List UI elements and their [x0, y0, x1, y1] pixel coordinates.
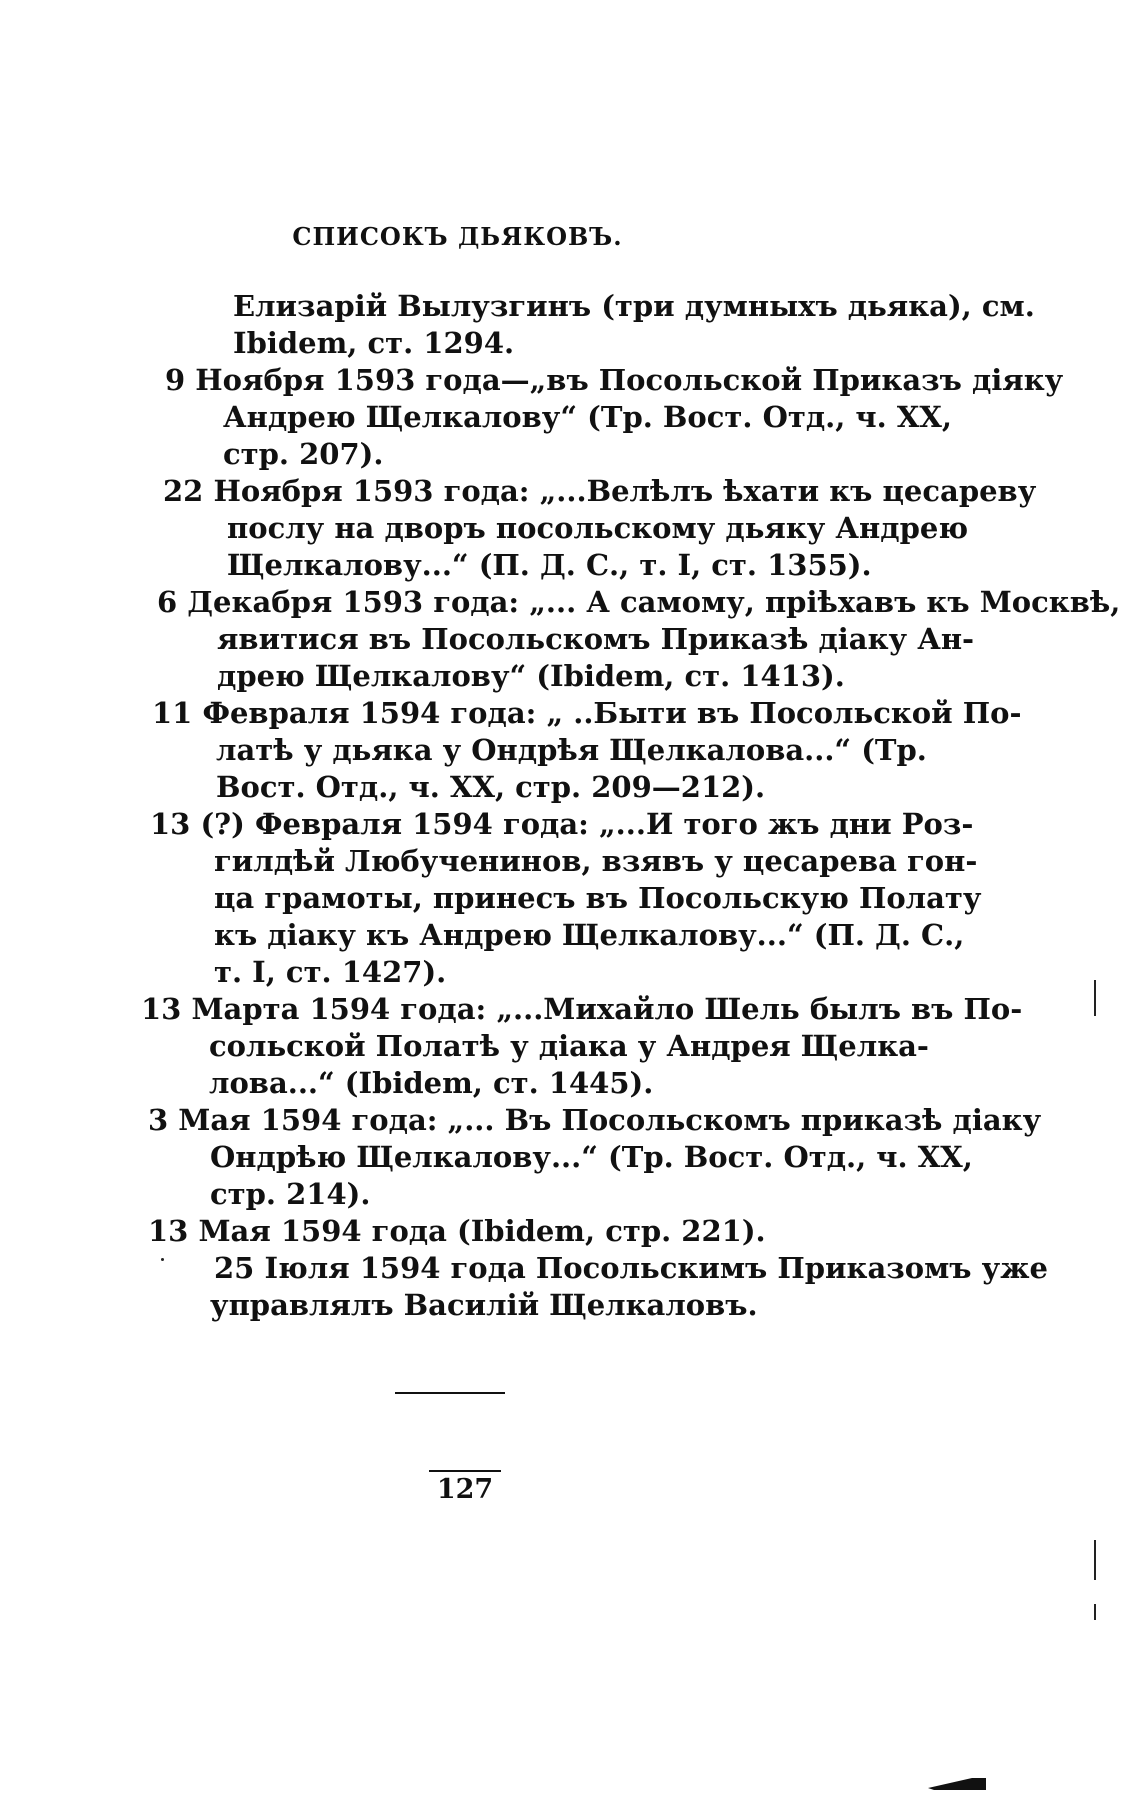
entry-line: дрею Щелкалову“ (Ibidem, ст. 1413). — [217, 659, 845, 693]
entry-line: Ibidem, ст. 1294. — [233, 326, 515, 360]
entry-9 — [148, 1213, 868, 1250]
entry-line: лова...“ (Ibidem, ст. 1445). — [209, 1066, 654, 1100]
entry-line: стр. 214). — [210, 1177, 371, 1211]
entry-1 — [233, 288, 1035, 362]
entry-7 — [141, 991, 1023, 1102]
entry-3 — [163, 473, 1037, 584]
entry-line: Андрею Щелкалову“ (Тр. Вост. Отд., ч. XX, — [223, 400, 952, 434]
entry-line: ца грамоты, принесъ въ Посольскую Полату — [214, 881, 982, 915]
entry-line: гилдѣй Любученинов, взявъ у цесарева гон- — [214, 844, 978, 878]
entry-5 — [152, 695, 1022, 806]
entry-line: 3 Мая 1594 года: „... Въ Посольскомъ приказѣ діаку — [148, 1103, 1042, 1137]
entry-line: 9 Ноября 1593 года—„въ Посольской Приказъ діяку — [165, 363, 1064, 397]
entry-line: 13 (?) Февраля 1594 года: „...И того жъ дни Роз- — [150, 807, 974, 841]
scan-speck — [1094, 1604, 1096, 1620]
entry-6 — [150, 806, 982, 991]
entry-line: 22 Ноября 1593 года: „...Велѣлъ ѣхати къ цесареву — [163, 474, 1037, 508]
entry-line: т. I, ст. 1427). — [214, 955, 447, 989]
page-heading: СПИСОКЪ ДЬЯКОВЪ. — [292, 222, 623, 251]
entry-4 — [157, 584, 1121, 695]
entry-line: 13 Марта 1594 года: „...Михайло Шель былъ въ По- — [141, 992, 1023, 1026]
entry-line: латѣ у дьяка у Ондрѣя Щелкалова...“ (Тр. — [216, 733, 927, 767]
entry-line: управлялъ Василій Щелкаловъ. — [210, 1288, 758, 1322]
entry-line: къ діаку къ Андрею Щелкалову...“ (П. Д. С., — [214, 918, 965, 952]
entry-10 — [210, 1250, 1048, 1324]
entry-line: Елизарій Вылузгинъ (три думныхъ дьяка), см. — [233, 289, 1035, 323]
entry-line: стр. 207). — [223, 437, 384, 471]
entry-line: 13 Мая 1594 года (Ibidem, стр. 221). — [148, 1214, 766, 1248]
scan-speck — [1094, 1540, 1096, 1580]
section-divider — [395, 1392, 505, 1394]
entry-line: Щелкалову...“ (П. Д. С., т. I, ст. 1355). — [227, 548, 872, 582]
entry-line: явитися въ Посольскомъ Приказѣ діаку Ан- — [217, 622, 975, 656]
entry-line: послу на дворъ посольскому дьяку Андрею — [227, 511, 969, 545]
scan-speck — [1094, 980, 1096, 1016]
entry-line: 25 Іюля 1594 года Посольскимъ Приказомъ уже — [214, 1251, 1048, 1285]
entry-8 — [148, 1102, 1042, 1213]
entry-line: Вост. Отд., ч. XX, стр. 209—212). — [216, 770, 766, 804]
entry-line: 6 Декабря 1593 года: „... А самому, пріѣхавъ къ Москвѣ, — [157, 585, 1121, 619]
scan-speck — [161, 1258, 164, 1261]
entry-line: 11 Февраля 1594 года: „ ..Быти въ Посольской По- — [152, 696, 1022, 730]
binding-mark-icon — [928, 1774, 988, 1794]
entry-line: сольской Полатѣ у діака у Андрея Щелка- — [209, 1029, 929, 1063]
entry-2 — [165, 362, 1064, 473]
page-number: 127 — [425, 1474, 505, 1505]
entry-line: Ондрѣю Щелкалову...“ (Тр. Вост. Отд., ч. XX, — [210, 1140, 973, 1174]
